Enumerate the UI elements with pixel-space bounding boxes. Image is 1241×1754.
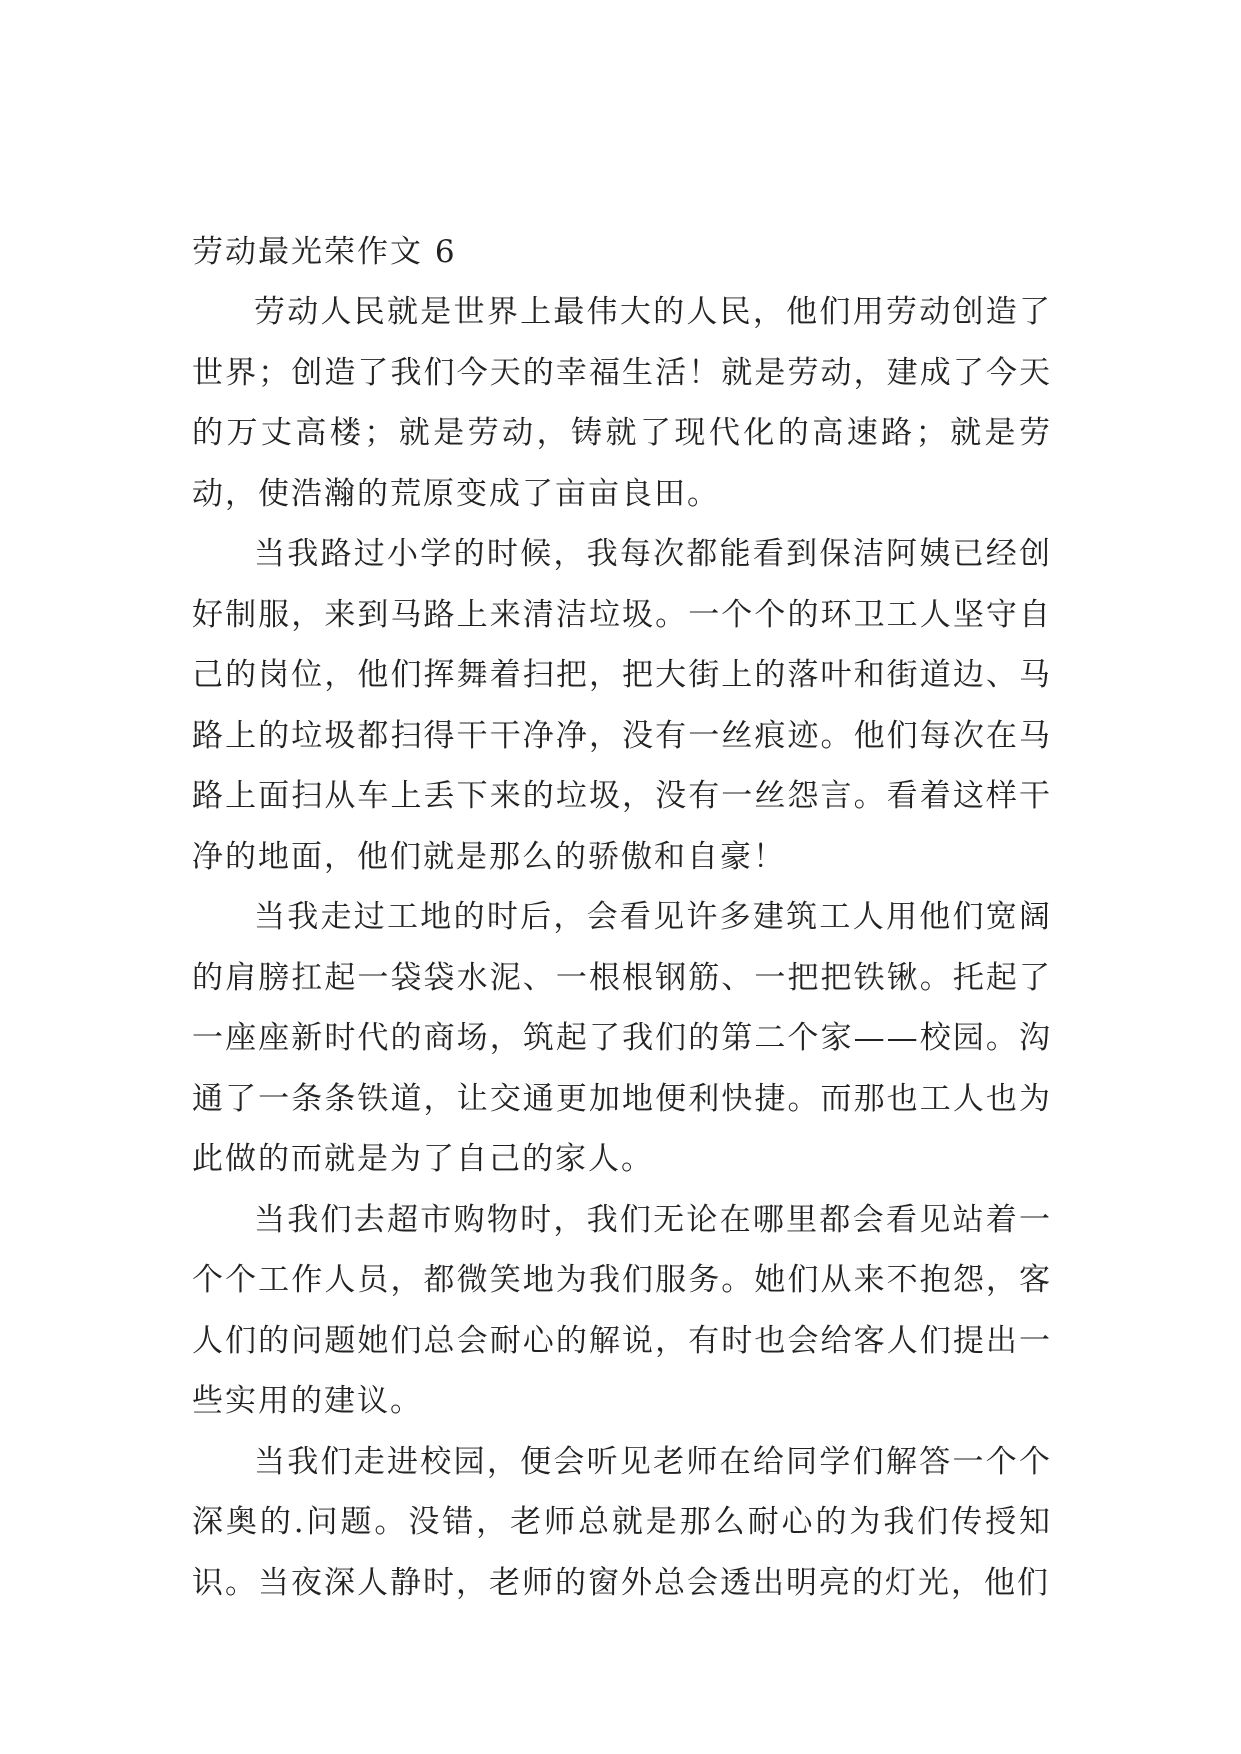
paragraph-4: 当我们去超市购物时，我们无论在哪里都会看见站着一个个工作人员，都微笑地为我们服务。她们从来不抱怨，客人们的问题她们总会耐心的解说，有时也会给客人们提出一些实用的建议。 xyxy=(192,1201,1052,1419)
paragraph-1: 劳动人民就是世界上最伟大的人民，他们用劳动创造了世界；创造了我们今天的幸福生活！就是劳动，建成了今天的万丈高楼；就是劳动，铸就了现代化的高速路；就是劳动，使浩瀚的荒原变成了亩亩良田。 xyxy=(192,294,1052,512)
paragraph-5: 当我们走进校园，便会听见老师在给同学们解答一个个深奥的.问题。没错，老师总就是那么耐心的为我们传授知识。当夜深人静时，老师的窗外总会透出明亮的灯光，他们 xyxy=(192,1443,1052,1601)
paragraph-2: 当我路过小学的时候，我每次都能看到保洁阿姨已经创好制服，来到马路上来清洁垃圾。一个个的环卫工人坚守自己的岗位，他们挥舞着扫把，把大街上的落叶和街道边、马路上的垃圾都扫得干干净净，没有一丝痕迹。他们每次在马路上面扫从车上丢下来的垃圾，没有一丝怨言。看着这样干净的地面，他们就是那么的骄傲和自豪！ xyxy=(192,536,1052,875)
document-title: 劳动最光荣作文 6 xyxy=(192,234,457,270)
paragraph-3: 当我走过工地的时后，会看见许多建筑工人用他们宽阔的肩膀扛起一袋袋水泥、一根根钢筋、一把把铁锹。托起了一座座新时代的商场，筑起了我们的第二个家——校园。沟通了一条条铁道，让交通更加地便利快捷。而那也工人也为此做的而就是为了自己的家人。 xyxy=(192,899,1052,1177)
document-body xyxy=(192,222,1052,1613)
